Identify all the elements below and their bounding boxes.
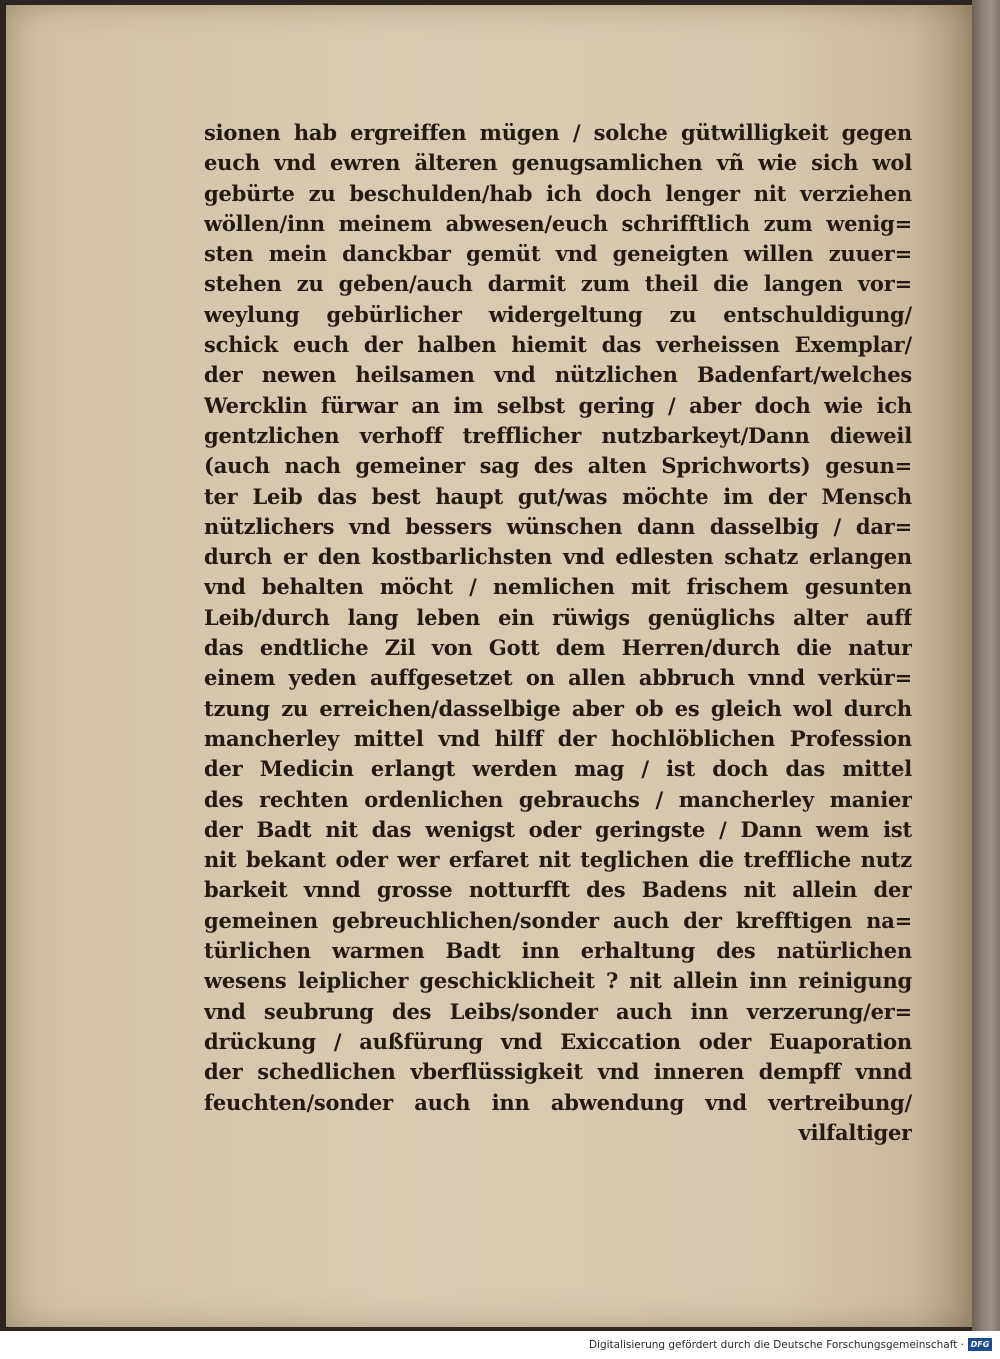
text-line: barkeit vnnd grosse notturfft des Badens nit allein der [204,877,912,903]
text-line: des rechten ordenlichen gebrauchs / mancherley manier [204,786,912,812]
text-line: gebürte zu beschulden/hab ich doch lenger nit verziehen [204,180,912,206]
text-line: Wercklin fürwar an im selbst gering / aber doch wie ich [204,392,912,418]
text-line: nit bekant oder wer erfaret nit teglichen die treffliche nutz [204,847,912,873]
text-line: der schedlichen vberflüssigkeit vnd inneren dempff vnnd [204,1059,912,1085]
text-line: ter Leib das best haupt gut/was möchte im der Mensch [204,483,912,509]
text-line: vnd behalten möcht / nemlichen mit frischem gesunten [204,574,912,600]
text-line: das endtliche Zil von Gott dem Herren/durch die natur [204,635,912,661]
text-body [204,118,912,1148]
text-line: wesens leiplicher geschicklicheit ? nit allein inn reinigung [204,968,912,994]
text-line: vnd seubrung des Leibs/sonder auch inn verzerung/er= [204,998,912,1024]
text-line: türlichen warmen Badt inn erhaltung des natürlichen [204,938,912,964]
text-line: tzung zu erreichen/dasselbige aber ob es gleich wol durch [204,695,912,721]
text-line: feuchten/sonder auch inn abwendung vnd vertreibung/ [204,1089,912,1115]
dfg-logo-icon: DFG [968,1338,992,1351]
text-line: Leib/durch lang leben ein rüwigs genüglichs alter auff [204,604,912,630]
text-line: wöllen/inn meinem abwesen/euch schrifftlich zum wenig= [204,210,912,236]
text-line: schick euch der halben hiemit das verheissen Exemplar/ [204,332,912,358]
book-edge [972,0,1000,1331]
text-line: mancherley mittel vnd hilff der hochlöblichen Profession [204,725,912,751]
text-line: gentzlichen verhoff trefflicher nutzbarkeyt/Dann dieweil [204,422,912,448]
text-line: weylung gebürlicher widergeltung zu entschuldigung/ [204,301,912,327]
text-line: der Badt nit das wenigst oder geringste / Dann wem ist [204,816,912,842]
text-line: sten mein danckbar gemüt vnd geneigten willen zuuer= [204,241,912,267]
text-line: nützlichers vnd bessers wünschen dann dasselbig / dar= [204,513,912,539]
paper-page [6,5,972,1327]
text-line: stehen zu geben/auch darmit zum theil die langen vor= [204,271,912,297]
catchword: vilfaltiger [798,1119,912,1145]
text-line: gemeinen gebreuchlichen/sonder auch der krefftigen na= [204,907,912,933]
text-line: drückung / außfürung vnd Exiccation oder Euaporation [204,1028,912,1054]
text-line: sionen hab ergreiffen mügen / solche gütwilligkeit gegen [204,120,912,145]
text-line: einem yeden auffgesetzet on allen abbruch vnnd verkür= [204,665,912,691]
text-line: (auch nach gemeiner sag des alten Sprichworts) gesun= [204,453,912,479]
funding-credit: Digitalisierung gefördert durch die Deutsche Forschungsgemeinschaft · [588,1339,964,1351]
text-line: der newen heilsamen vnd nützlichen Badenfart/welches [204,362,912,388]
text-line: euch vnd ewren älteren genugsamlichen vñ wie sich wol [204,150,912,176]
digitization-footer [0,1331,1000,1359]
text-line: durch er den kostbarlichsten vnd edlesten schatz erlangen [204,544,912,570]
text-line: der Medicin erlangt werden mag / ist doch das mittel [204,756,912,782]
